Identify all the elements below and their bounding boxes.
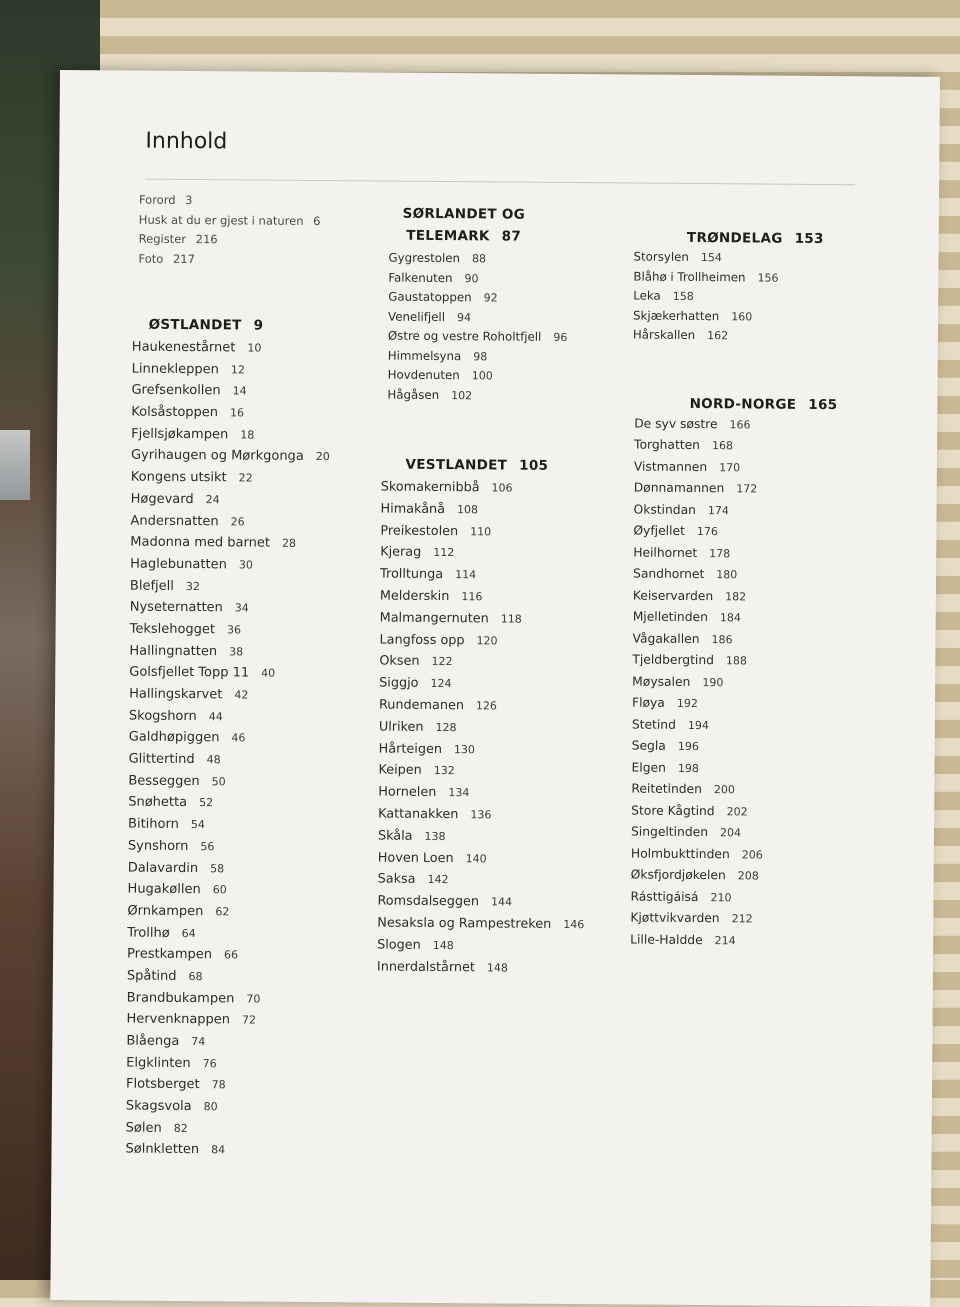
toc-entry[interactable]: Snøhetta 52 xyxy=(128,794,214,811)
toc-entry[interactable]: Blefjell 32 xyxy=(129,578,200,594)
toc-entry[interactable]: Okstindan 174 xyxy=(633,502,729,517)
toc-entry[interactable]: Dønnamannen 172 xyxy=(633,480,758,496)
toc-entry[interactable]: Skagsvola 80 xyxy=(125,1098,218,1115)
column-middle xyxy=(373,203,629,980)
toc-entry[interactable]: Madonna med barnet 28 xyxy=(130,534,297,551)
toc-entry[interactable]: Siggjo 124 xyxy=(379,675,452,692)
intro-item[interactable]: Register 216 xyxy=(138,231,218,247)
toc-entry[interactable]: Singeltinden 204 xyxy=(630,824,742,840)
toc-entry[interactable]: Grefsenkollen 14 xyxy=(131,382,247,399)
column-right xyxy=(628,230,874,953)
toc-entry[interactable]: Hervenknappen 72 xyxy=(126,1011,257,1028)
toc-entry[interactable]: Storsylen 154 xyxy=(633,249,722,265)
toc-entry[interactable]: Preikestolen 110 xyxy=(380,523,492,539)
ostlandet-list xyxy=(125,337,330,1163)
toc-entry[interactable]: Fjellsjøkampen 18 xyxy=(131,426,255,443)
toc-entry[interactable]: Dalavardin 58 xyxy=(127,860,225,876)
toc-entry[interactable]: Møysalen 190 xyxy=(632,674,724,689)
toc-entry[interactable]: Trollhø 64 xyxy=(127,925,196,941)
toc-entry[interactable]: Nyseternatten 34 xyxy=(129,599,249,616)
vestlandet-list xyxy=(377,477,627,980)
intro-item[interactable]: Foto 217 xyxy=(138,251,195,266)
toc-entry[interactable]: Flotsberget 78 xyxy=(125,1076,226,1093)
toc-entry[interactable]: Hugakøllen 60 xyxy=(127,881,227,898)
toc-entry[interactable]: Hoven Loen 140 xyxy=(377,850,487,866)
sorlandet-list xyxy=(387,249,628,407)
toc-entry[interactable]: Keiservarden 182 xyxy=(632,588,747,603)
toc-entry[interactable]: Elgen 198 xyxy=(631,760,699,775)
toc-entry[interactable]: Gaustatoppen 92 xyxy=(388,289,498,305)
toc-entry[interactable]: Skåla 138 xyxy=(377,828,446,844)
toc-entry[interactable]: Saksa 142 xyxy=(377,871,449,888)
section-heading-trondelag[interactable]: TRØNDELAG 153 xyxy=(686,229,824,248)
toc-entry[interactable]: Kjerag 112 xyxy=(380,544,455,561)
toc-entry[interactable]: Besseggen 50 xyxy=(128,773,226,789)
toc-entry[interactable]: Skogshorn 44 xyxy=(128,708,223,724)
section-heading-sorlandet[interactable]: SØRLANDET OG TELEMARK 87 xyxy=(402,205,526,245)
toc-entry[interactable]: De syv søstre 166 xyxy=(634,416,751,431)
toc-entry[interactable]: Romsdalseggen 144 xyxy=(377,893,513,910)
toc-entry[interactable]: Blåenga 74 xyxy=(126,1033,206,1049)
toc-entry[interactable]: Kolsåstoppen 16 xyxy=(131,404,245,421)
toc-entry[interactable]: Himmelsyna 98 xyxy=(387,348,488,363)
toc-entry[interactable]: Brandbukampen 70 xyxy=(126,990,261,1007)
section-heading-ostlandet[interactable]: ØSTLANDET 9 xyxy=(148,316,264,334)
intro-item[interactable]: Forord 3 xyxy=(138,192,193,208)
toc-entry[interactable]: Venelifjell 94 xyxy=(388,309,472,324)
toc-entry[interactable]: Falkenuten 90 xyxy=(388,270,479,285)
toc-entry[interactable]: Torghatten 168 xyxy=(634,437,734,453)
toc-entry[interactable]: Himakånå 108 xyxy=(380,501,479,517)
toc-entry[interactable]: Rásttigáisá 210 xyxy=(630,889,732,904)
toc-entry[interactable]: Rundemanen 126 xyxy=(378,697,498,714)
toc-entry[interactable]: Øksfjordjøkelen 208 xyxy=(630,867,759,883)
intro-item[interactable]: Husk at du er gjest i naturen 6 xyxy=(138,212,321,228)
toc-entry[interactable]: Oksen 122 xyxy=(379,653,453,670)
photo-snow-patch xyxy=(0,430,30,500)
toc-entry[interactable]: Synshorn 56 xyxy=(127,838,215,854)
toc-entry[interactable]: Haukenestårnet 10 xyxy=(131,339,262,356)
toc-entry[interactable]: Hornelen 134 xyxy=(378,784,470,801)
toc-entry[interactable]: Reitetinden 200 xyxy=(631,781,735,797)
toc-entry[interactable]: Elgklinten 76 xyxy=(126,1055,217,1071)
toc-entry[interactable]: Høgevard 24 xyxy=(130,491,220,507)
toc-entry[interactable]: Andersnatten 26 xyxy=(130,513,245,529)
toc-entry[interactable]: Langfoss opp 120 xyxy=(379,632,498,648)
toc-entry[interactable]: Hallingskarvet 42 xyxy=(129,686,249,703)
toc-entry[interactable]: Sølen 82 xyxy=(125,1120,188,1136)
book-page xyxy=(50,70,940,1307)
toc-entry[interactable]: Segla 196 xyxy=(631,738,699,754)
toc-entry[interactable]: Lille-Haldde 214 xyxy=(630,932,736,947)
toc-entry[interactable]: Gyrihaugen og Mørkgonga 20 xyxy=(130,448,330,465)
toc-entry[interactable]: Haglebunatten 30 xyxy=(130,556,253,573)
toc-entry[interactable]: Trolltunga 114 xyxy=(379,566,477,583)
trondelag-list xyxy=(633,248,874,347)
toc-entry[interactable]: Skjækerhatten 160 xyxy=(633,308,753,323)
toc-entry[interactable]: Store Kågtind 202 xyxy=(631,803,748,818)
section-heading-nordnorge[interactable]: NORD-NORGE 165 xyxy=(689,395,838,413)
toc-entry[interactable]: Slogen 148 xyxy=(377,937,454,953)
toc-entry[interactable]: Prestkampen 66 xyxy=(126,946,239,963)
toc-entry[interactable]: Tekslehogget 36 xyxy=(129,621,242,638)
toc-entry[interactable]: Ulriken 128 xyxy=(378,719,457,735)
toc-entry[interactable]: Holmbukttinden 206 xyxy=(630,846,763,862)
toc-entry[interactable]: Melderskin 116 xyxy=(379,588,483,605)
toc-entry[interactable]: Galdhøpiggen 46 xyxy=(128,729,246,746)
toc-entry[interactable]: Hårteigen 130 xyxy=(378,741,476,757)
toc-entry[interactable]: Hovdenuten 100 xyxy=(387,367,493,383)
toc-entry[interactable]: Kattanakken 136 xyxy=(378,806,492,823)
toc-entry[interactable]: Heilhornet 178 xyxy=(633,545,731,560)
toc-entry[interactable]: Kjøttvikvarden 212 xyxy=(630,910,753,926)
toc-entry[interactable]: Bitihorn 54 xyxy=(128,816,205,833)
section-heading-vestlandet[interactable]: VESTLANDET 105 xyxy=(405,456,549,474)
toc-entry[interactable]: Tjeldbergtind 188 xyxy=(632,652,748,668)
toc-entry[interactable]: Vågakallen 186 xyxy=(632,631,733,646)
title-rule xyxy=(145,179,855,186)
toc-entry[interactable]: Hårskallen 162 xyxy=(632,327,729,343)
toc-entry[interactable]: Blåhø i Trollheimen 156 xyxy=(633,269,779,285)
page-title: Innhold xyxy=(145,128,228,155)
toc-entry[interactable]: Øyfjellet 176 xyxy=(633,523,718,539)
toc-entry[interactable]: Sølnkletten 84 xyxy=(125,1141,226,1158)
toc-entry[interactable]: Spåtind 68 xyxy=(126,968,203,984)
toc-entry[interactable]: Glittertind 48 xyxy=(128,751,221,768)
intro-list xyxy=(138,191,327,270)
toc-entry[interactable]: Nesaksla og Rampestreken 146 xyxy=(377,915,585,932)
toc-entry[interactable]: Keipen 132 xyxy=(378,762,455,779)
toc-entry[interactable]: Stetind 194 xyxy=(631,717,709,732)
toc-entry[interactable]: Fløya 192 xyxy=(631,695,698,711)
toc-entry[interactable]: Sandhornet 180 xyxy=(633,566,738,582)
toc-entry[interactable]: Ørnkampen 62 xyxy=(127,903,230,920)
toc-entry[interactable]: Innerdalstårnet 148 xyxy=(376,959,509,975)
toc-entry[interactable]: Skomakernibbå 106 xyxy=(380,479,513,496)
toc-entry[interactable]: Leka 158 xyxy=(633,288,694,303)
toc-entry[interactable]: Hågåsen 102 xyxy=(387,387,473,402)
toc-entry[interactable]: Linnekleppen 12 xyxy=(131,361,245,377)
toc-entry[interactable]: Malmangernuten 118 xyxy=(379,610,522,627)
toc-entry[interactable]: Golsfjellet Topp 11 40 xyxy=(129,664,276,681)
toc-entry[interactable]: Vistmannen 170 xyxy=(633,459,741,474)
toc-entry[interactable]: Mjelletinden 184 xyxy=(632,609,741,625)
toc-entry[interactable]: Gygrestolen 88 xyxy=(388,250,487,266)
toc-entry[interactable]: Hallingnatten 38 xyxy=(129,643,244,659)
nordnorge-list xyxy=(630,413,872,952)
toc-entry[interactable]: Østre og vestre Roholtfjell 96 xyxy=(387,328,568,344)
column-left xyxy=(79,190,330,1162)
toc-entry[interactable]: Kongens utsikt 22 xyxy=(130,469,253,486)
